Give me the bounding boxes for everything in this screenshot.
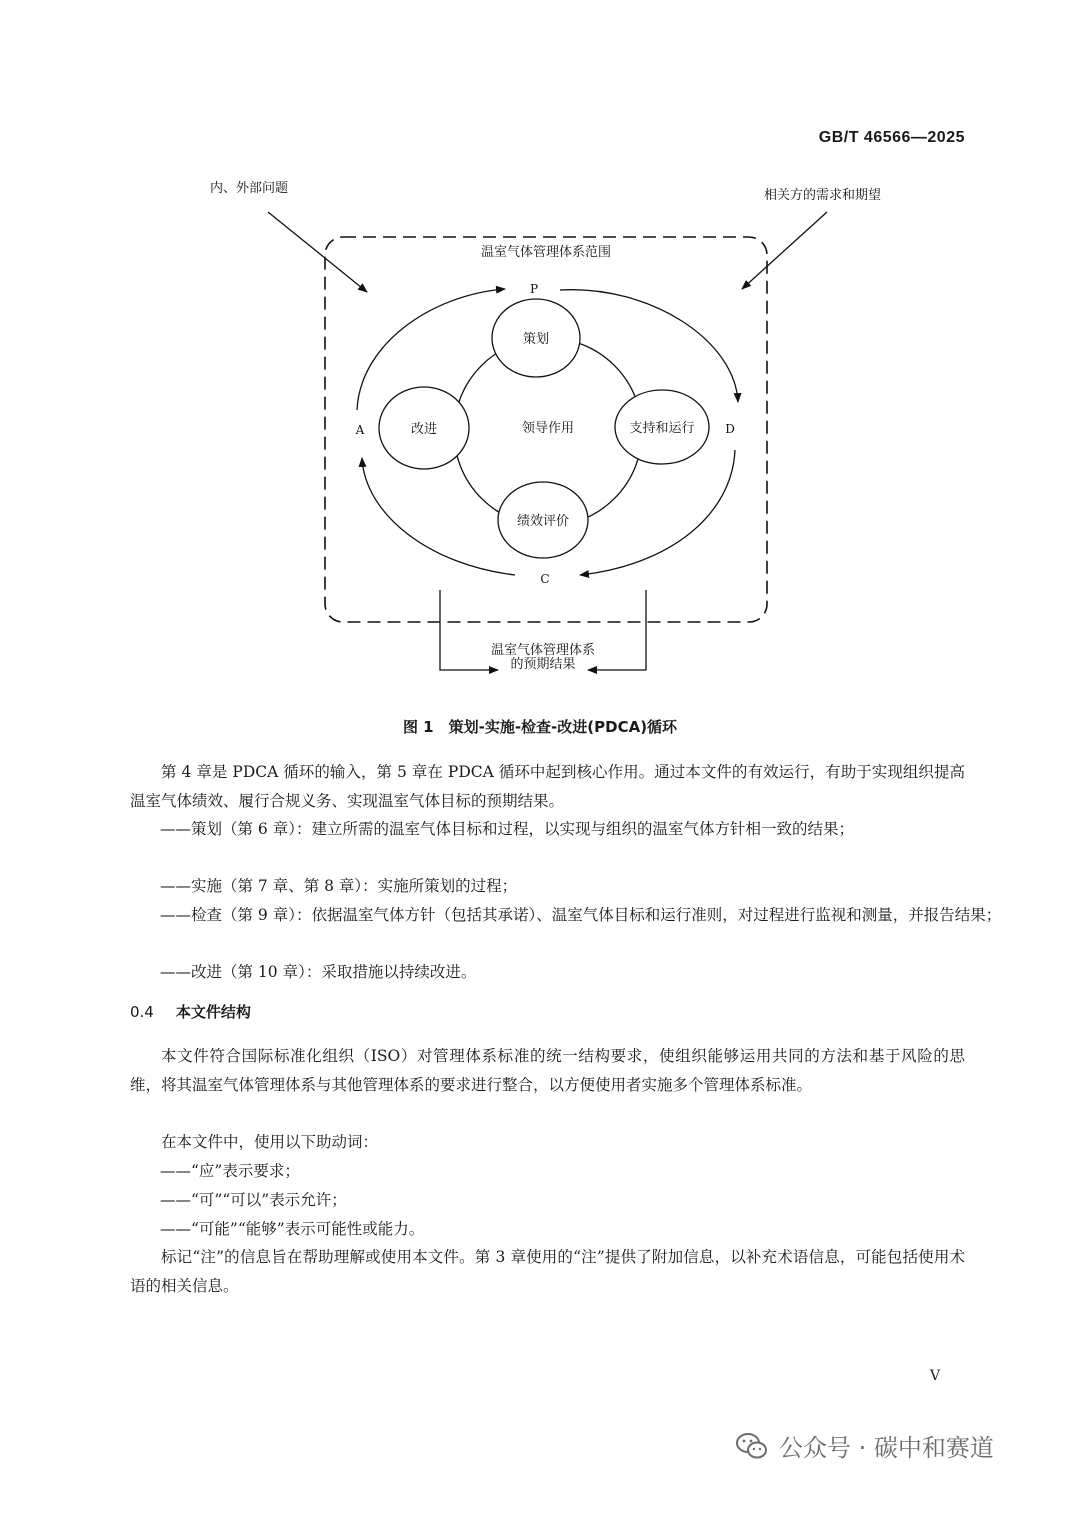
section-heading <box>130 1001 251 1022</box>
performance-evaluation-label: 绩效评价 <box>516 514 570 529</box>
plan-label: 策划 <box>522 332 550 347</box>
list-item-act: ——改进（第 10 章）：采取措施以持续改进。 <box>160 963 477 981</box>
paragraph-verbs-intro: 在本文件中，使用以下助动词： <box>161 1133 379 1151</box>
list-item-plan: ——策划（第 6 章）：建立所需的温室气体目标和过程，以实现与组织的温室气体方针相一致的结果； <box>160 820 854 838</box>
list-item-can: ——“可能”“能够”表示可能性或能力。 <box>160 1220 425 1238</box>
letter-p: P <box>529 282 539 296</box>
scope-label: 温室气体管理体系范围 <box>480 245 612 260</box>
external-issues-label: 内、外部问题 <box>210 181 289 196</box>
results-arrow-right <box>588 590 646 670</box>
letter-d: D <box>725 422 735 436</box>
wechat-logo-icon <box>735 1431 769 1461</box>
external-issues-arrow <box>268 212 367 292</box>
arc-d-to-c <box>580 450 735 575</box>
paragraph-notes: 标记“注”的信息旨在帮助理解或使用本文件。第 3 章使用的“注”提供了附加信息，以补充术语信息，可能包括使用术语的相关信息。 <box>130 1248 965 1295</box>
standard-number: GB/T 46566—2025 <box>818 129 965 146</box>
paragraph-structure: 本文件符合国际标准化组织（ISO）对管理体系标准的统一结构要求，使组织能够运用共同的方法和基于风险的思维，将其温室气体管理体系与其他管理体系的要求进行整合，以方便使用者实施多个管理体系标准。 <box>130 1047 965 1094</box>
support-operation-label: 支持和运行 <box>629 421 695 436</box>
page-number: V <box>930 1368 941 1384</box>
section-title: 本文件结构 <box>175 1003 251 1021</box>
improvement-label: 改进 <box>410 422 438 437</box>
paragraph-pdca-intro: 第 4 章是 PDCA 循环的输入，第 5 章在 PDCA 循环中起到核心作用。通过本文件的有效运行，有助于实现组织提高温室气体绩效、履行合规义务、实现温室气体目标的预期结果。 <box>130 763 965 810</box>
arc-c-to-a <box>362 458 515 575</box>
pdca-diagram <box>0 0 1080 700</box>
letter-c: C <box>540 572 550 586</box>
results-arrow-left <box>440 590 498 670</box>
list-item-shall: ——“应”表示要求； <box>160 1162 300 1180</box>
leadership-label: 领导作用 <box>521 421 575 436</box>
interested-parties-arrow <box>742 212 827 289</box>
interested-parties-label: 相关方的需求和期望 <box>764 188 882 203</box>
figure-caption: 图 1 策划-实施-检查-改进(PDCA)循环 <box>402 718 678 736</box>
list-item-do: ——实施（第 7 章、第 8 章）：实施所策划的过程； <box>160 877 518 895</box>
results-label-line1: 温室气体管理体系 <box>490 643 596 658</box>
list-item-check: ——检查（第 9 章）：依据温室气体方针（包括其承诺）、温室气体目标和运行准则，对过程进行监视和测量，并报告结果； <box>160 906 1002 924</box>
list-item-may: ——“可”“可以”表示允许； <box>160 1191 347 1209</box>
watermark-text: 公众号 · 碳中和赛道 <box>779 1434 994 1462</box>
watermark <box>735 1428 994 1463</box>
letter-a: A <box>355 423 365 437</box>
results-label-line2: 的预期结果 <box>510 657 576 672</box>
section-number: 0.4 <box>130 1003 154 1021</box>
